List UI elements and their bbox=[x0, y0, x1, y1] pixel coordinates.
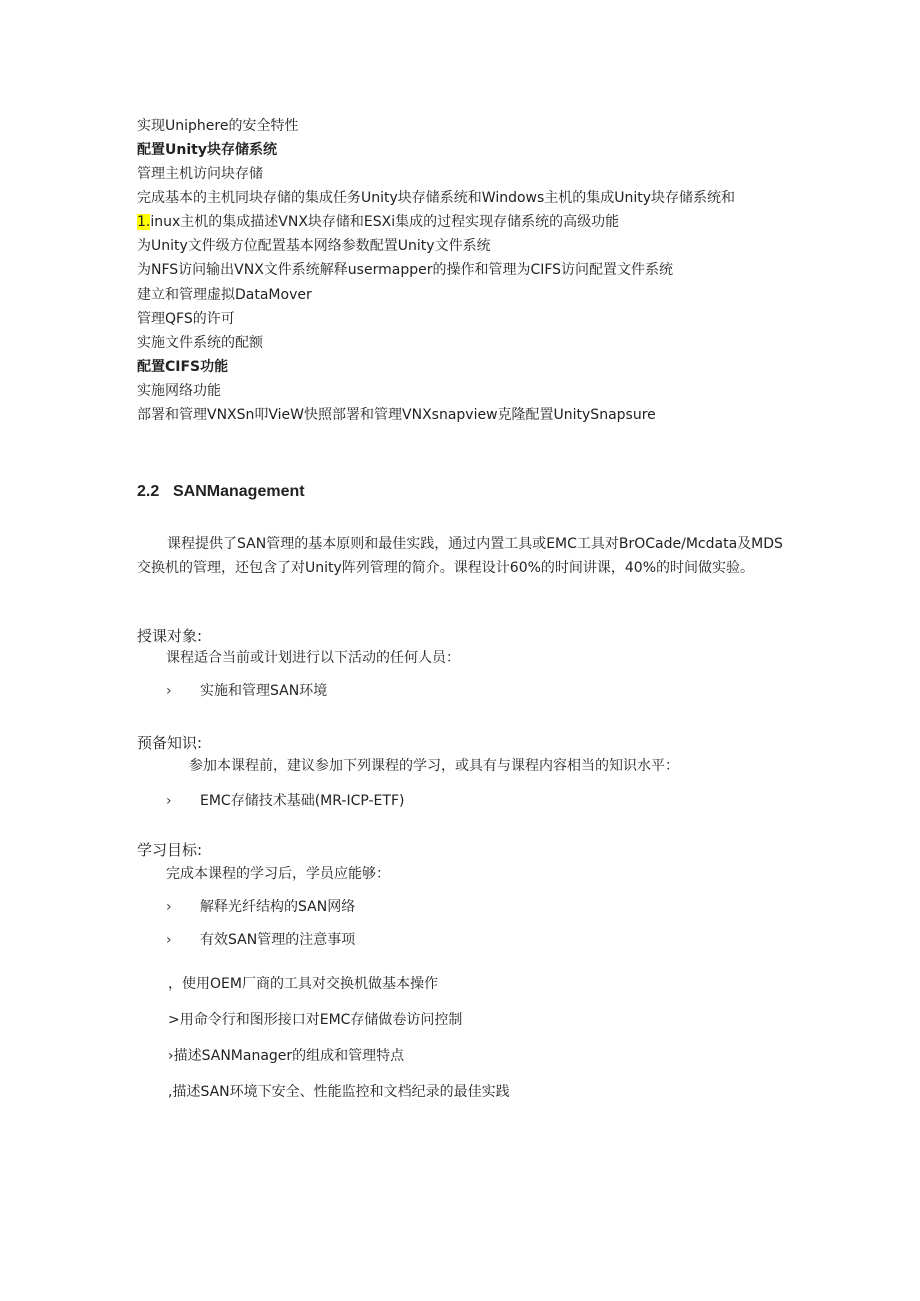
bullet-icon: › bbox=[166, 683, 172, 699]
list-item: ›描述SANManager的组成和管理特点 bbox=[168, 1048, 405, 1064]
goals-text: 完成本课程的学习后，学员应能够： bbox=[166, 866, 390, 882]
bullet-item bbox=[166, 791, 404, 811]
bullet-text: EMC存储技术基础(MR-ICP-ETF) bbox=[200, 793, 405, 809]
bullet-icon: › bbox=[166, 793, 172, 809]
section-intro: 课程提供了SAN管理的基本原则和最佳实践，通过内置工具或EMC工具对BrOCade/Mcdata及MDS交换机的管理，还包含了对Unity阵列管理的简介。课程设计60%的时间讲课，40%的时间做实验。 bbox=[137, 536, 783, 576]
bullet-text: 有效SAN管理的注意事项 bbox=[200, 932, 356, 948]
prereq-heading: 预备知识: bbox=[137, 734, 203, 752]
list-item: >用命令行和图形接口对EMC存储做卷访问控制 bbox=[168, 1012, 463, 1028]
list-item: 完成基本的主机同块存储的集成任务Unity块存储系统和Windows主机的集成Unity块存储系统和 bbox=[137, 190, 736, 206]
list-item: 管理主机访问块存储 bbox=[137, 166, 263, 182]
section-heading bbox=[137, 482, 305, 502]
bullet-icon: › bbox=[166, 899, 172, 915]
list-item: ，使用OEM厂商的工具对交换机做基本操作 bbox=[168, 976, 438, 992]
section-number: 2.2 bbox=[137, 483, 160, 500]
list-item: 部署和管理VNXSn叩VieW快照部署和管理VNXsnapview克隆配置UnitySnapsure bbox=[137, 407, 656, 423]
list-item: 配置Unity块存储系统 bbox=[137, 142, 277, 158]
list-item: 为Unity文件级方位配置基本网络参数配置Unity文件系统 bbox=[137, 238, 491, 254]
list-item: ,描述SAN环境下安全、性能监控和文档纪录的最佳实践 bbox=[168, 1084, 510, 1100]
list-item-text: inux主机的集成描述VNX块存储和ESXi集成的过程实现存储系统的高级功能 bbox=[150, 214, 620, 230]
bullet-item bbox=[166, 681, 327, 701]
list-item: 实现Uniphere的安全特性 bbox=[137, 118, 299, 134]
audience-heading: 授课对象: bbox=[137, 627, 203, 645]
prereq-text: 参加本课程前，建议参加下列课程的学习，或具有与课程内容相当的知识水平： bbox=[189, 758, 679, 774]
audience-text: 课程适合当前或计划进行以下活动的任何人员： bbox=[166, 650, 460, 666]
list-item: 实施文件系统的配额 bbox=[137, 335, 263, 351]
bullet-text: 解释光纤结构的SAN网络 bbox=[200, 899, 356, 915]
bullet-item bbox=[166, 897, 355, 917]
bullet-icon: › bbox=[166, 932, 172, 948]
list-item: 实施网络功能 bbox=[137, 383, 221, 399]
list-item: 配置CIFS功能 bbox=[137, 359, 229, 375]
list-item: 管理QFS的许可 bbox=[137, 311, 235, 327]
list-item: 为NFS访问输出VNX文件系统解释usermapper的操作和管理为CIFS访问配置文件系统 bbox=[137, 262, 674, 278]
list-item: 建立和管理虚拟DataMover bbox=[137, 287, 312, 303]
section-title: SANManagement bbox=[173, 483, 305, 500]
bullet-text: 实施和管理SAN环境 bbox=[200, 683, 328, 699]
goals-heading: 学习目标: bbox=[137, 841, 203, 859]
bullet-item bbox=[166, 930, 355, 950]
list-item bbox=[137, 212, 619, 232]
highlight-mark: 1. bbox=[137, 214, 151, 230]
